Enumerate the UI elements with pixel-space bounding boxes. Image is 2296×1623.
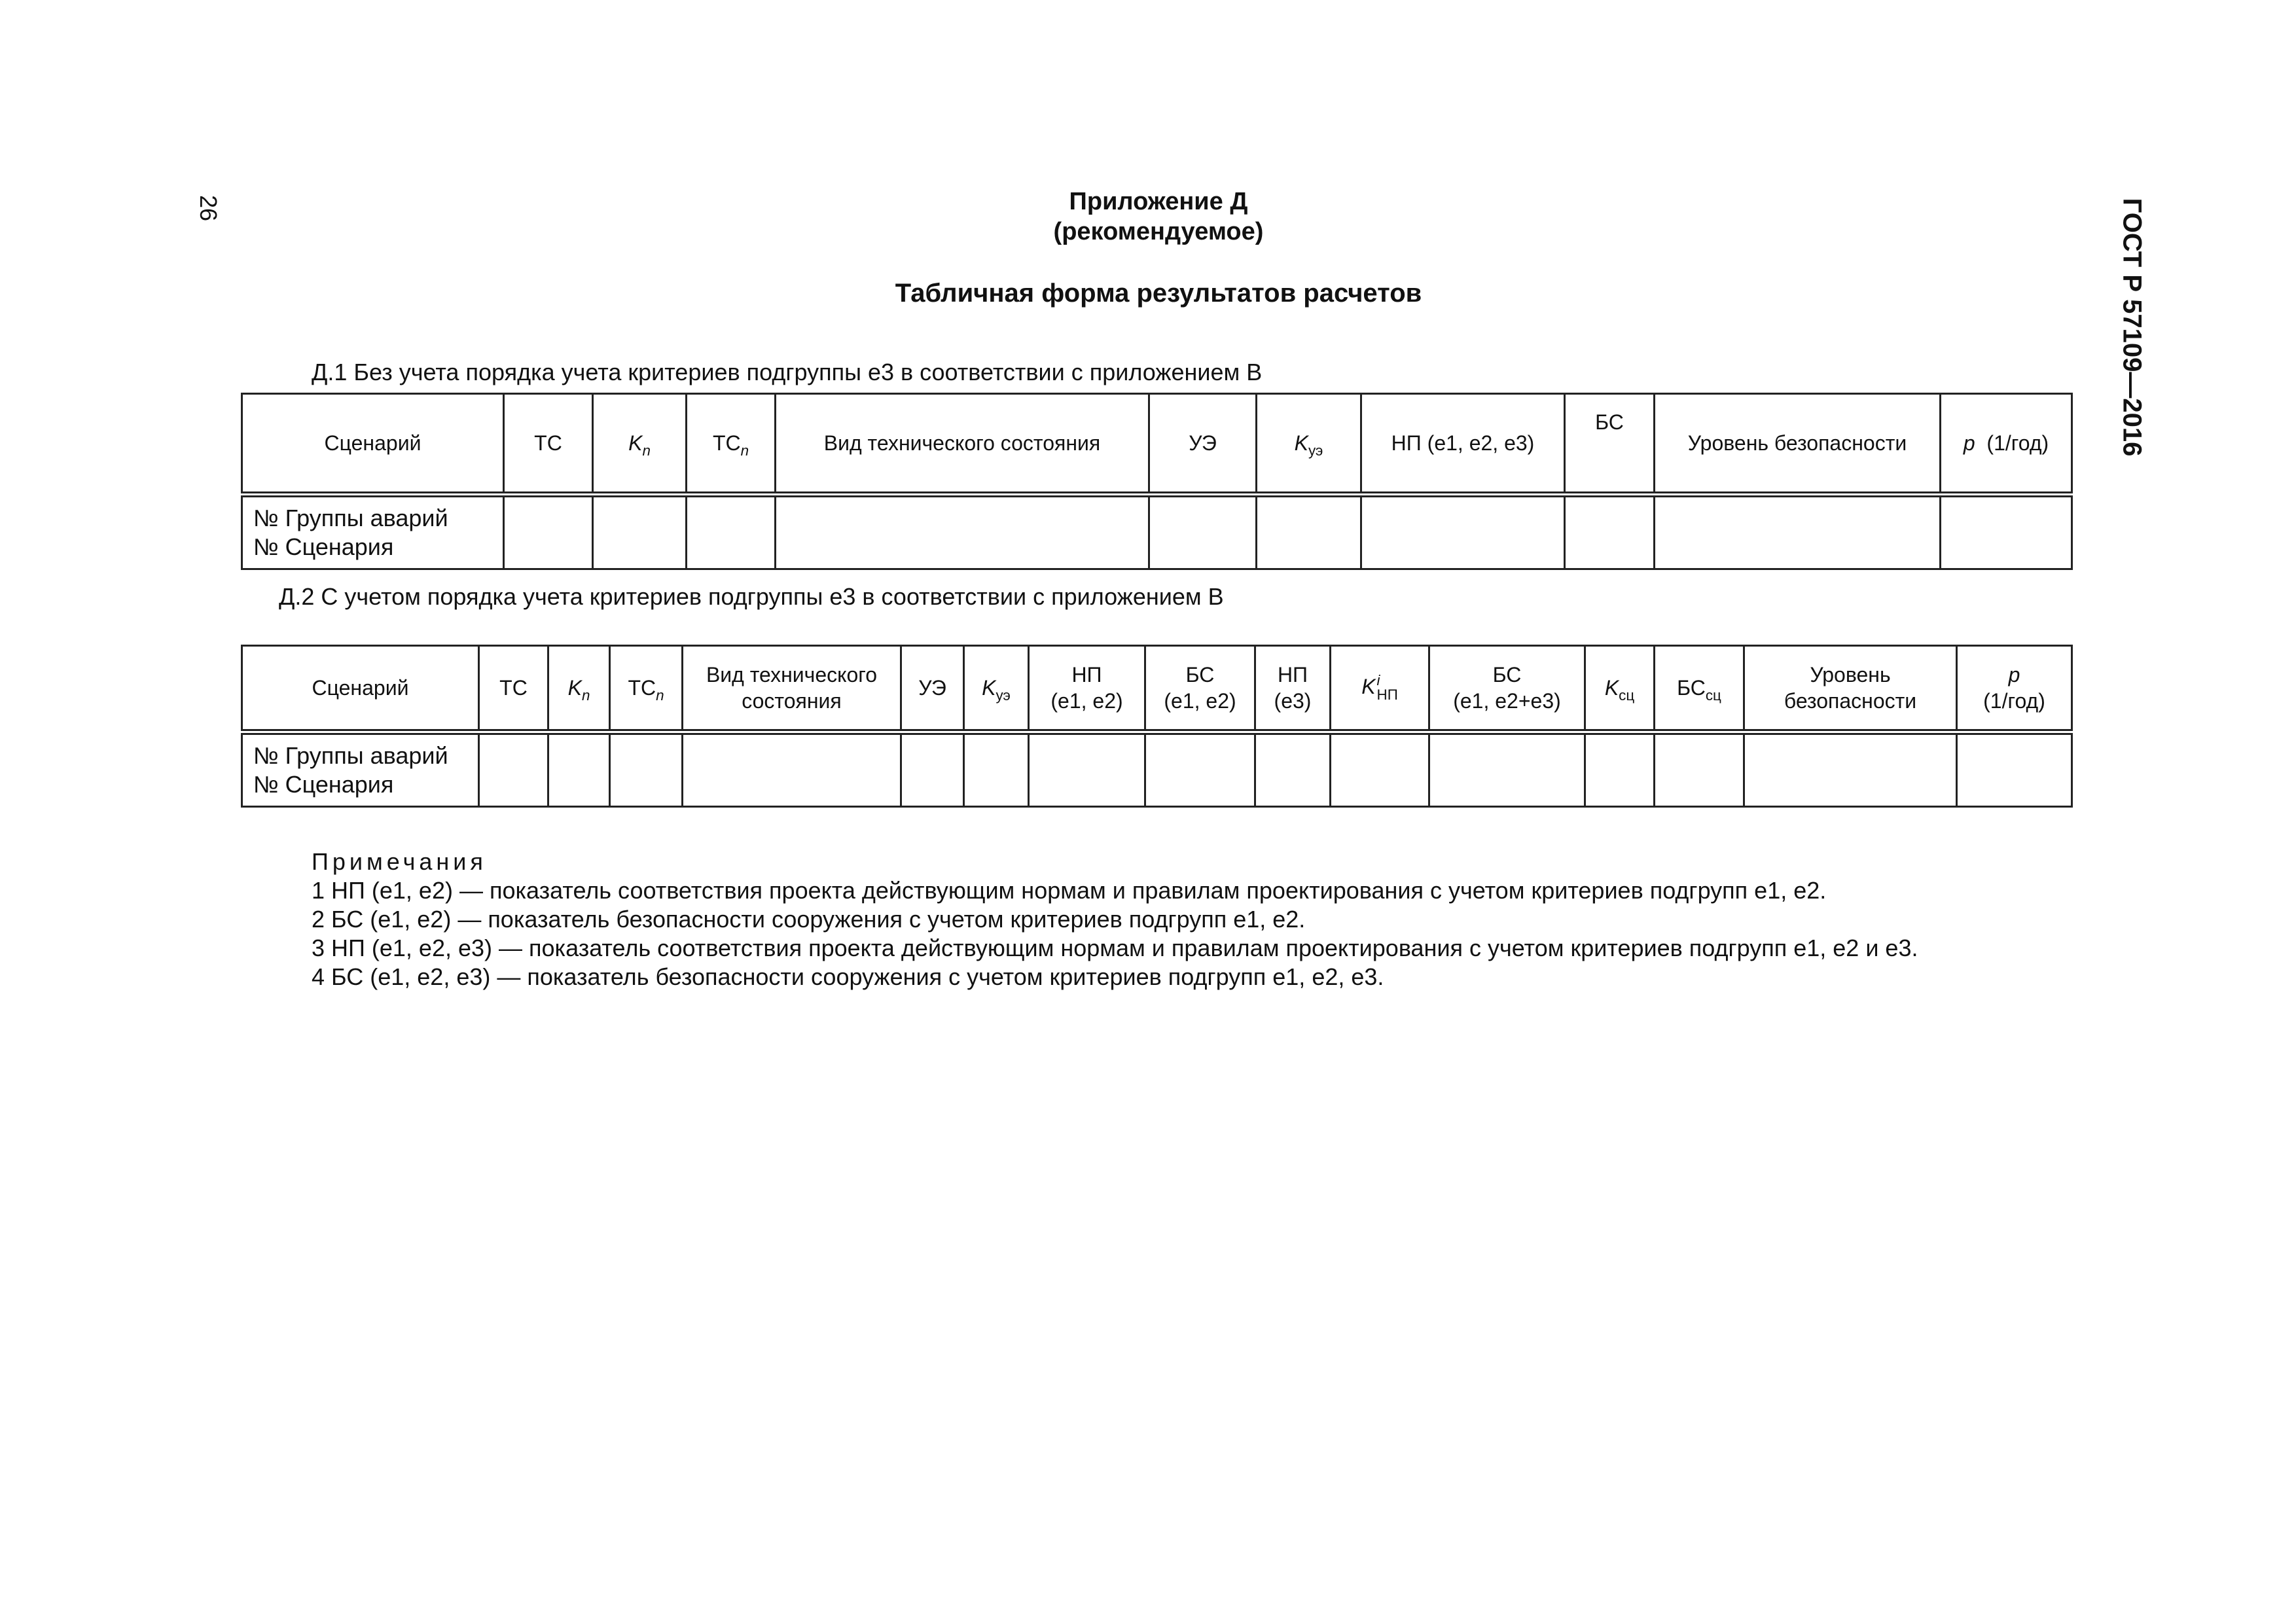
row-label-scenario: № Сценария (253, 533, 394, 560)
table-cell (1744, 732, 1957, 807)
table-cell (964, 732, 1029, 807)
table-cell (1585, 732, 1655, 807)
header-bs-sc (1655, 646, 1744, 732)
header-tech-state: Вид технического состояния (776, 394, 1149, 495)
header-tcn-base: ТС (628, 676, 656, 700)
header-ksc-symbol: K (1604, 676, 1619, 700)
header-bs-e1-e2-line1: БС (1185, 663, 1215, 687)
appendix-heading (655, 187, 1662, 308)
header-p-symbol: p (1963, 431, 1975, 455)
note-item-4: 4 БС (е1, е2, е3) — показатель безопасности сооружения с учетом критериев подгрупп е1, е2, е3. (312, 963, 1384, 990)
header-safety-level-line2: безопасности (1784, 689, 1917, 713)
header-scenario: Сценарий (242, 646, 479, 732)
header-bs-e1-e2-e3-line2: (е1, е2+е3) (1453, 689, 1561, 713)
table-cell (610, 732, 683, 807)
header-bs-sc-base: БС (1677, 676, 1706, 700)
header-bs-e1-e2-line2: (е1, е2) (1164, 689, 1236, 713)
table-cell (687, 495, 776, 569)
header-tcn (687, 394, 776, 495)
header-ki-np-superscript: i (1376, 671, 1380, 688)
header-kn (593, 394, 687, 495)
header-tech-state (683, 646, 901, 732)
table-cell (1029, 732, 1145, 807)
table-row (242, 732, 2072, 807)
table-d2 (241, 645, 2073, 808)
table-cell (1331, 732, 1429, 807)
header-tc: ТС (479, 646, 548, 732)
header-scenario: Сценарий (242, 394, 504, 495)
header-kue-subscript: уэ (1308, 442, 1323, 459)
header-ki-np (1331, 646, 1429, 732)
table-d2-caption: Д.2 С учетом порядка учета критериев подгруппы е3 в соответствии с приложением В (279, 583, 1224, 610)
table-cell (1941, 495, 2072, 569)
table-cell (1429, 732, 1585, 807)
header-np-e3-line1: НП (1277, 663, 1308, 687)
table-d2-header-row (242, 646, 2072, 732)
header-kn-symbol: K (567, 676, 582, 700)
header-kue (1257, 394, 1361, 495)
note-item-2: 2 БС (е1, е2) — показатель безопасности сооружения с учетом критериев подгрупп е1, е2. (312, 906, 1306, 933)
page-title: Табличная форма результатов расчетов (895, 279, 1422, 308)
header-np-e3 (1255, 646, 1331, 732)
note-item-1: 1 НП (е1, е2) — показатель соответствия проекта действующим нормам и правилам проектирования с учетом критериев подгрупп е1, е2. (312, 877, 1827, 904)
header-ksc-subscript: сц (1619, 687, 1635, 704)
row-label-scenario: № Сценария (253, 771, 394, 798)
header-np-e3-line2: (е3) (1274, 689, 1312, 713)
row-label (242, 732, 479, 807)
header-tcn-subscript: n (656, 687, 664, 704)
table-cell (1655, 732, 1744, 807)
header-kue-symbol: K (1294, 431, 1308, 455)
appendix-status: (рекомендуемое) (1053, 218, 1264, 245)
row-label-group: № Группы аварий (253, 742, 448, 769)
header-ki-np-symbol: K (1361, 674, 1376, 698)
table-cell (1257, 495, 1361, 569)
table-cell (1255, 732, 1331, 807)
header-tcn (610, 646, 683, 732)
header-bs-e1-e2-e3-line1: БС (1492, 663, 1522, 687)
header-ue: УЭ (901, 646, 964, 732)
header-bs-sc-subscript: сц (1705, 687, 1721, 704)
header-p (1957, 646, 2072, 732)
table-cell (776, 495, 1149, 569)
header-kue-symbol: K (982, 676, 996, 700)
table-cell (683, 732, 901, 807)
table-cell (504, 495, 593, 569)
table-cell (901, 732, 964, 807)
page-number-text: 26 (195, 194, 222, 222)
header-kn-symbol: K (628, 431, 643, 455)
header-ki-np-subscript: НП (1376, 687, 1398, 704)
row-label (242, 495, 504, 569)
header-safety-level: Уровень безопасности (1655, 394, 1941, 495)
header-p-unit: (1/год) (1983, 689, 2045, 713)
table-cell (1361, 495, 1565, 569)
header-bs: БС (1565, 394, 1655, 495)
table-d1 (241, 393, 2073, 570)
appendix-label: Приложение Д (1069, 188, 1248, 215)
table-d1-caption: Д.1 Без учета порядка учета критериев подгруппы е3 в соответствии с приложением В (312, 359, 1263, 385)
header-np-e1-e2 (1029, 646, 1145, 732)
table-cell (479, 732, 548, 807)
header-p-unit: (1/год) (1986, 431, 2049, 455)
header-np-e1-e2-line1: НП (1071, 663, 1102, 687)
note-item-3: 3 НП (е1, е2, е3) — показатель соответствия проекта действующим нормам и правилам проектирования с учетом критериев подгрупп е1, е2 и е3. (312, 935, 1918, 961)
standard-code-text: ГОСТ Р 57109—2016 (2117, 198, 2147, 457)
header-kue-subscript: уэ (996, 687, 1011, 704)
header-ksc (1585, 646, 1655, 732)
header-kn-subscript: n (581, 687, 590, 704)
header-kn (548, 646, 610, 732)
row-label-group: № Группы аварий (253, 505, 448, 531)
header-bs-e1-e2-e3 (1429, 646, 1585, 732)
header-tech-state-line1: Вид технического (706, 663, 878, 687)
header-tcn-base: ТС (712, 431, 741, 455)
table-cell (1145, 732, 1255, 807)
header-p (1941, 394, 2072, 495)
header-ue: УЭ (1149, 394, 1257, 495)
notes-heading: Примечания (312, 848, 487, 875)
header-tcn-subscript: n (740, 442, 749, 459)
table-row (242, 495, 2072, 569)
header-p-symbol: p (2008, 663, 2020, 687)
table-cell (593, 495, 687, 569)
header-kn-subscript: n (642, 442, 651, 459)
header-safety-level (1744, 646, 1957, 732)
header-tc: ТС (504, 394, 593, 495)
header-tech-state-line2: состояния (742, 689, 842, 713)
table-cell (548, 732, 610, 807)
header-np-e1-e2-line2: (е1, е2) (1050, 689, 1123, 713)
table-cell (1957, 732, 2072, 807)
table-d1-header-row (242, 394, 2072, 495)
table-cell (1655, 495, 1941, 569)
header-np: НП (е1, е2, е3) (1361, 394, 1565, 495)
notes-block (312, 847, 1918, 991)
header-kue (964, 646, 1029, 732)
header-safety-level-line1: Уровень (1810, 663, 1891, 687)
table-cell (1149, 495, 1257, 569)
table-cell (1565, 495, 1655, 569)
header-bs-e1-e2 (1145, 646, 1255, 732)
